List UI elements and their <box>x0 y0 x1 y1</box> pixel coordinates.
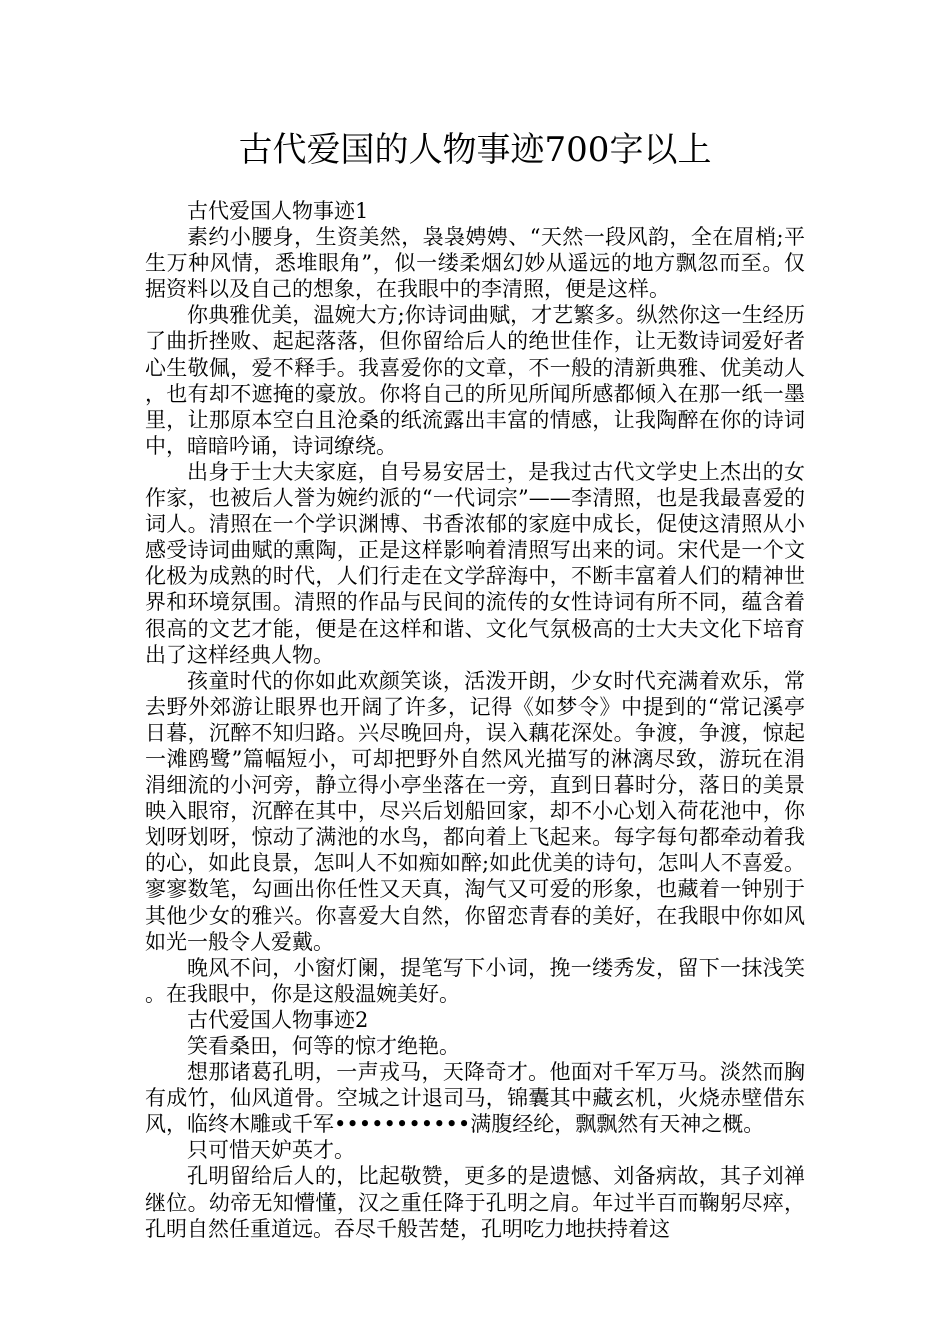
document-title: 古代爱国的人物事迹700字以上 <box>238 130 712 170</box>
section-heading-2: 古代爱国人物事迹2 <box>187 1007 369 1032</box>
document-body <box>145 198 805 1242</box>
paragraph: 只可惜天妒英才。 <box>187 1138 355 1163</box>
paragraph: 你典雅优美，温婉大方;你诗词曲赋，才艺繁多。纵然你这一生经历了曲折挫败、起起落落，但你留给后人的绝世佳作，让无数诗词爱好者心生敬佩，爱不释手。我喜爱你的文章，不一般的清新典雅、优美动人，也有却不遮掩的豪放。你将自己的所见所闻所感都倾入在那一纸一墨里，让那原本空白且沧桑的纸流露出丰富的情感，让我陶醉在你的诗词中，暗暗吟诵，诗词缭绕。 <box>145 303 805 458</box>
paragraph: 想那诸葛孔明，一声戎马，天降奇才。他面对千军万马。淡然而胸有成竹，仙风道骨。空城之计退司马，锦囊其中藏玄机，火烧赤壁借东风，临终木雕或千军•••••••••••满腹经纶，飘飘然有天神之概。 <box>145 1060 805 1137</box>
paragraph: 孔明留给后人的，比起敬赞，更多的是遗憾、刘备病故，其子刘禅继位。幼帝无知懵懂，汉之重任降于孔明之肩。年过半百而鞠躬尽瘁，孔明自然任重道远。吞尽千般苦楚，孔明吃力地扶持着这 <box>145 1164 805 1241</box>
paragraph: 出身于士大夫家庭，自号易安居士，是我过古代文学史上杰出的女作家，也被后人誉为婉约派的“一代词宗”——李清照，也是我最喜爱的词人。清照在一个学识渊博、书香浓郁的家庭中成长，促使这清照从小感受诗词曲赋的熏陶，正是这样影响着清照写出来的词。宋代是一个文化极为成熟的时代，人们行走在文学辞海中，不断丰富着人们的精神世界和环境氛围。清照的作品与民间的流传的女性诗词有所不同，蕴含着很高的文艺才能，便是在这样和谐、文化气氛极高的士大夫文化下培育出了这样经典人物。 <box>145 459 805 667</box>
paragraph: 晚风不问，小窗灯阑，提笔写下小词，挽一缕秀发，留下一抹浅笑。在我眼中，你是这般温婉美好。 <box>145 955 805 1006</box>
paragraph: 笑看桑田，何等的惊才绝艳。 <box>187 1034 460 1058</box>
paragraph: 孩童时代的你如此欢颜笑谈，活泼开朗，少女时代充满着欢乐，常去野外郊游让眼界也开阔了许多，记得《如梦令》中提到的“常记溪亭日暮，沉醉不知归路。兴尽晚回舟，误入藕花深处。争渡，争渡，惊起一滩鸥鹭”篇幅短小，可却把野外自然风光描写的淋漓尽致，游玩在涓涓细流的小河旁，静立得小亭坐落在一旁，直到日暮时分，落日的美景映入眼帘，沉醉在其中，尽兴后划船回家，却不小心划入荷花池中，你划呀划呀，惊动了满池的水鸟，都向着上飞起来。每字每句都牵动着我的心，如此良景，怎叫人不如痴如醉;如此优美的诗句，怎叫人不喜爱。寥寥数笔，勾画出你任性又天真，淘气又可爱的形象，也藏着一钟别于其他少女的雅兴。你喜爱大自然，你留恋青春的美好，在我眼中你如风如光一般令人爱戴。 <box>145 668 805 954</box>
paragraph: 素约小腰身，生资美然，袅袅娉娉、“天然一段风韵，全在眉梢;平生万种风情，悉堆眼角”，似一缕柔烟幻妙从遥远的地方飘忽而至。仅据资料以及自己的想象，在我眼中的李清照，便是这样。 <box>145 225 805 302</box>
section-heading-1: 古代爱国人物事迹1 <box>187 199 369 223</box>
